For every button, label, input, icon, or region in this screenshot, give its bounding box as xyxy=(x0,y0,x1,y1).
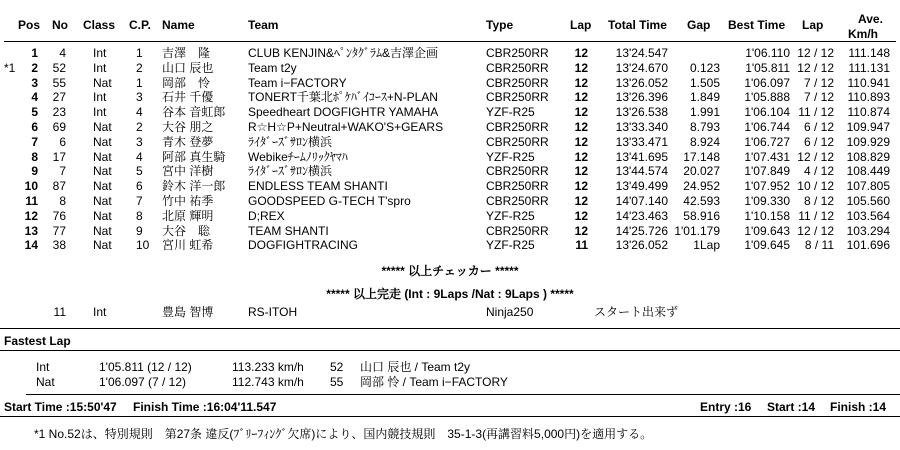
cp-cell: 3 xyxy=(136,134,143,149)
dns-row xyxy=(0,305,900,320)
fastest-no: 52 xyxy=(330,360,344,374)
ave-speed-cell: 101.696 xyxy=(846,238,890,253)
pos-cell: 12 xyxy=(24,208,38,223)
no-cell: 17 xyxy=(52,149,66,164)
finish-count: Finish :14 xyxy=(830,400,887,414)
ave-speed-cell: 103.294 xyxy=(846,223,890,238)
total-time-cell: 13'26.538 xyxy=(615,105,668,120)
fastest-time: 1'06.097 (7 / 12) xyxy=(99,375,187,389)
gap-cell: 0.123 xyxy=(689,60,720,75)
footer-divider xyxy=(0,416,900,417)
fastest-no: 55 xyxy=(330,375,344,389)
header-total-time: Total Time xyxy=(608,18,667,32)
ave-speed-cell: 105.560 xyxy=(846,194,890,208)
gap-cell: 1Lap xyxy=(693,238,720,253)
pos-cell: 11 xyxy=(25,194,38,208)
total-time-cell: 14'23.463 xyxy=(615,208,668,223)
best-time-cell: 1'09.643 xyxy=(744,223,790,238)
best-time-cell: 1'06.097 xyxy=(744,75,790,90)
ave-speed-cell: 108.449 xyxy=(846,164,890,179)
type-cell: CBR250RR xyxy=(486,46,549,60)
best-time-cell: 1'06.727 xyxy=(744,134,790,149)
type-cell: CBR250RR xyxy=(486,60,549,75)
lap-cell: 12 xyxy=(574,60,588,75)
type-cell: CBR250RR xyxy=(486,75,549,90)
table-row xyxy=(0,224,900,239)
best-lap-cell: 7 / 12 xyxy=(803,90,834,105)
fastest-speed: 113.233 km/h xyxy=(232,360,304,374)
ave-speed-cell: 109.929 xyxy=(846,134,890,149)
rider-name-cell: 北原 輝明 xyxy=(162,208,214,223)
pos-cell: 6 xyxy=(31,120,38,134)
header-ave: Ave. xyxy=(858,12,883,26)
type-cell: YZF-R25 xyxy=(486,105,535,120)
team-cell: ﾗｲﾀﾞｰｽﾞｻﾛﾝ横浜 xyxy=(248,164,333,179)
class-cell: Nat xyxy=(93,134,112,149)
pos-cell: 13 xyxy=(24,223,38,238)
checker-line: ***** 以上チェッカー ***** xyxy=(381,264,519,278)
rider-name-cell: 岡部 怜 xyxy=(162,75,211,90)
best-time-cell: 1'07.849 xyxy=(744,164,790,179)
no-cell: 7 xyxy=(59,164,66,179)
best-lap-cell: 12 / 12 xyxy=(797,149,834,164)
start-count: Start :14 xyxy=(767,400,816,414)
pos-cell: 9 xyxy=(31,164,38,179)
fastest-row-nat xyxy=(0,375,900,390)
class-cell: Nat xyxy=(93,120,112,134)
total-time-cell: 13'33.471 xyxy=(615,134,668,149)
team-cell: TEAM SHANTI xyxy=(248,223,329,238)
best-lap-cell: 6 / 12 xyxy=(803,120,834,134)
lap-cell: 12 xyxy=(574,179,588,194)
lap-cell: 12 xyxy=(574,90,588,105)
pos-cell: 1 xyxy=(31,46,38,60)
class-cell: Nat xyxy=(93,223,112,238)
cp-cell: 7 xyxy=(136,194,143,208)
type-cell: YZF-R25 xyxy=(486,238,535,253)
no-cell: 77 xyxy=(52,223,66,238)
team-cell: CLUB KENJIN&ﾍﾟﾝﾀｸﾞﾗﾑ&吉澤企画 xyxy=(248,46,439,60)
class-cell: Nat xyxy=(93,75,112,90)
gap-cell: 1'01.179 xyxy=(674,223,720,238)
total-time-cell: 13'26.396 xyxy=(615,90,668,105)
dns-team: RS-ITOH xyxy=(248,305,298,319)
best-lap-cell: 11 / 12 xyxy=(798,208,834,223)
ave-speed-cell: 103.564 xyxy=(846,208,890,223)
class-cell: Nat xyxy=(93,238,112,253)
type-cell: YZF-R25 xyxy=(486,149,535,164)
best-lap-cell: 12 / 12 xyxy=(797,46,834,60)
fastest-bottom-divider xyxy=(26,394,900,395)
table-row xyxy=(0,90,900,105)
team-cell: Team i−FACTORY xyxy=(248,75,347,90)
rider-name-cell: 山口 辰也 xyxy=(162,60,214,75)
total-time-cell: 13'24.547 xyxy=(615,46,668,60)
header-lap: Lap xyxy=(570,18,592,32)
start-time: Start Time :15:50'47 xyxy=(4,400,117,414)
no-cell: 52 xyxy=(52,60,66,75)
total-time-cell: 13'41.695 xyxy=(615,149,668,164)
total-time-cell: 14'25.726 xyxy=(615,223,668,238)
cp-cell: 5 xyxy=(136,164,143,179)
total-time-cell: 13'26.052 xyxy=(615,238,668,253)
best-time-cell: 1'05.811 xyxy=(745,60,790,75)
team-cell: DOGFIGHTRACING xyxy=(248,238,358,253)
total-time-cell: 13'33.340 xyxy=(615,120,668,134)
team-cell: R☆H☆P+Neutral+WAKO'S+GEARS xyxy=(248,120,444,134)
class-cell: Nat xyxy=(93,208,112,223)
best-time-cell: 1'09.645 xyxy=(744,238,790,253)
header-cp: C.P. xyxy=(129,18,151,32)
best-lap-cell: 11 / 12 xyxy=(798,105,834,120)
total-time-cell: 13'44.574 xyxy=(615,164,668,179)
pos-cell: 7 xyxy=(31,134,38,149)
dns-class: Int xyxy=(93,305,107,319)
lap-cell: 12 xyxy=(574,46,588,60)
fastest-lap-title: Fastest Lap xyxy=(4,334,71,348)
header-divider xyxy=(4,41,896,42)
header-best-lap: Lap xyxy=(802,18,824,32)
no-cell: 8 xyxy=(59,194,66,208)
class-cell: Int xyxy=(93,46,107,60)
rider-name-cell: 阿部 真生騎 xyxy=(162,149,226,164)
cp-cell: 6 xyxy=(136,179,143,194)
dns-type: Ninja250 xyxy=(486,305,534,319)
gap-cell: 1.849 xyxy=(689,90,720,105)
header-class: Class xyxy=(83,18,116,32)
team-cell: Webikeﾁｰﾑﾉﾘｯｸﾔﾏﾊ xyxy=(248,149,348,164)
type-cell: CBR250RR xyxy=(486,179,549,194)
best-time-cell: 1'05.888 xyxy=(744,90,790,105)
header-no: No xyxy=(52,18,68,32)
lap-cell: 11 xyxy=(575,238,588,253)
best-lap-cell: 4 / 12 xyxy=(803,164,834,179)
rider-name-cell: 宮川 虹希 xyxy=(162,238,214,253)
gap-cell: 24.952 xyxy=(683,179,720,194)
no-cell: 27 xyxy=(52,90,66,105)
ave-speed-cell: 111.148 xyxy=(848,46,890,60)
type-cell: CBR250RR xyxy=(486,90,549,105)
no-cell: 55 xyxy=(52,75,66,90)
penalty-mark: *1 xyxy=(4,60,16,75)
gap-cell: 42.593 xyxy=(683,194,720,208)
best-lap-cell: 7 / 12 xyxy=(803,75,834,90)
no-cell: 76 xyxy=(52,208,66,223)
entry-count: Entry :16 xyxy=(700,400,752,414)
dns-no: 11 xyxy=(53,305,66,319)
best-lap-cell: 12 / 12 xyxy=(797,223,834,238)
pos-cell: 5 xyxy=(31,105,38,120)
team-cell: ENDLESS TEAM SHANTI xyxy=(248,179,388,194)
rider-name-cell: 谷本 音虹郎 xyxy=(162,105,226,120)
gap-cell: 1.991 xyxy=(689,105,720,120)
best-lap-cell: 8 / 12 xyxy=(803,194,834,208)
lap-cell: 12 xyxy=(574,164,588,179)
table-row xyxy=(0,61,900,76)
header-type: Type xyxy=(486,18,514,32)
table-row xyxy=(0,164,900,179)
gap-cell: 8.793 xyxy=(689,120,720,134)
team-cell: D;REX xyxy=(248,208,285,223)
no-cell: 87 xyxy=(52,179,66,194)
best-time-cell: 1'06.744 xyxy=(744,120,790,134)
gap-cell: 17.148 xyxy=(683,149,720,164)
type-cell: YZF-R25 xyxy=(486,208,535,223)
team-cell: GOODSPEED G-TECH T'spro xyxy=(248,194,411,208)
best-time-cell: 1'06.104 xyxy=(744,105,790,120)
ave-speed-cell: 111.131 xyxy=(848,60,890,75)
gap-cell: 1.505 xyxy=(689,75,720,90)
team-cell: ﾗｲﾀﾞｰｽﾞｻﾛﾝ横浜 xyxy=(248,134,333,149)
pos-cell: 2 xyxy=(31,60,38,75)
cp-cell: 8 xyxy=(136,208,143,223)
table-row xyxy=(0,150,900,165)
cp-cell: 3 xyxy=(136,90,143,105)
cp-cell: 1 xyxy=(136,75,143,90)
header-name: Name xyxy=(162,18,195,32)
team-cell: Team t2y xyxy=(248,60,297,75)
best-lap-cell: 10 / 12 xyxy=(797,179,834,194)
class-cell: Int xyxy=(93,105,107,120)
lap-cell: 12 xyxy=(574,149,588,164)
no-cell: 23 xyxy=(52,105,66,120)
ave-speed-cell: 107.805 xyxy=(846,179,890,194)
table-row xyxy=(0,46,900,61)
header-best-time: Best Time xyxy=(728,18,786,32)
best-time-cell: 1'09.330 xyxy=(744,194,790,208)
class-cell: Int xyxy=(93,60,107,75)
best-time-cell: 1'07.431 xyxy=(744,149,790,164)
type-cell: CBR250RR xyxy=(486,194,549,208)
ave-speed-cell: 110.874 xyxy=(847,105,890,120)
best-lap-cell: 6 / 12 xyxy=(803,134,834,149)
gap-cell: 58.916 xyxy=(683,208,720,223)
class-cell: Nat xyxy=(93,194,112,208)
rider-name-cell: 鈴木 洋一郎 xyxy=(162,179,226,194)
table-row xyxy=(0,238,900,253)
ave-speed-cell: 110.941 xyxy=(847,75,890,90)
best-lap-cell: 8 / 11 xyxy=(804,238,834,253)
rider-name-cell: 石井 千優 xyxy=(162,90,214,105)
table-row xyxy=(0,76,900,91)
header-team: Team xyxy=(248,18,279,32)
best-time-cell: 1'06.110 xyxy=(745,46,790,60)
ave-speed-cell: 108.829 xyxy=(846,149,890,164)
total-time-cell: 13'49.499 xyxy=(615,179,668,194)
fastest-top-divider xyxy=(0,328,900,329)
rider-name-cell: 大谷 聡 xyxy=(162,223,211,238)
lap-cell: 12 xyxy=(574,223,588,238)
class-cell: Nat xyxy=(93,149,112,164)
rider-name-cell: 宮中 洋樹 xyxy=(162,164,214,179)
fastest-row-int xyxy=(0,360,900,375)
lap-cell: 12 xyxy=(574,194,588,208)
lap-cell: 12 xyxy=(574,75,588,90)
total-time-cell: 14'07.140 xyxy=(615,194,668,208)
pos-cell: 4 xyxy=(31,90,38,105)
header-kmh: Km/h xyxy=(848,27,878,41)
ave-speed-cell: 110.893 xyxy=(847,90,890,105)
class-cell: Nat xyxy=(93,179,112,194)
pos-cell: 14 xyxy=(24,238,38,253)
lap-cell: 12 xyxy=(574,134,588,149)
team-cell: Speedheart DOGFIGHTR YAMAHA xyxy=(248,105,439,120)
fastest-rider: 山口 辰也 / Team t2y xyxy=(360,360,471,374)
gap-cell: 8.924 xyxy=(689,134,720,149)
cp-cell: 4 xyxy=(136,149,143,164)
header-pos: Pos xyxy=(18,18,41,32)
fastest-time: 1'05.811 (12 / 12) xyxy=(99,360,192,374)
best-time-cell: 1'10.158 xyxy=(744,208,790,223)
cp-cell: 1 xyxy=(136,46,143,60)
lap-cell: 12 xyxy=(574,105,588,120)
lap-cell: 12 xyxy=(574,208,588,223)
type-cell: CBR250RR xyxy=(486,134,549,149)
gap-cell: 20.027 xyxy=(683,164,720,179)
cp-cell: 9 xyxy=(136,223,143,238)
dns-status: スタート出来ず xyxy=(594,305,679,319)
cp-cell: 2 xyxy=(136,60,143,75)
table-row xyxy=(0,179,900,194)
pos-cell: 3 xyxy=(31,75,38,90)
fastest-speed: 112.743 km/h xyxy=(232,375,304,389)
total-time-cell: 13'26.052 xyxy=(615,75,668,90)
ave-speed-cell: 109.947 xyxy=(846,120,890,134)
table-row xyxy=(0,120,900,135)
fastest-title-divider xyxy=(0,350,900,351)
fastest-class: Int xyxy=(36,360,50,374)
table-row xyxy=(0,135,900,150)
rider-name-cell: 大谷 朋之 xyxy=(162,120,214,134)
cp-cell: 10 xyxy=(136,238,150,253)
fastest-rider: 岡部 怜 / Team i−FACTORY xyxy=(360,375,508,389)
lap-cell: 12 xyxy=(574,120,588,134)
rider-name-cell: 吉澤 隆 xyxy=(162,46,211,60)
header-gap: Gap xyxy=(687,18,711,32)
cp-cell: 4 xyxy=(136,105,143,120)
pos-cell: 10 xyxy=(24,179,38,194)
dns-rider-name: 豊島 智博 xyxy=(162,305,214,319)
type-cell: CBR250RR xyxy=(486,120,549,134)
no-cell: 6 xyxy=(59,134,66,149)
finish-line: ***** 以上完走 (Int : 9Laps /Nat : 9Laps ) ***** xyxy=(326,287,574,301)
fastest-class: Nat xyxy=(36,375,55,389)
type-cell: CBR250RR xyxy=(486,164,549,179)
class-cell: Int xyxy=(93,90,107,105)
best-time-cell: 1'07.952 xyxy=(744,179,790,194)
team-cell: TONERT千葉北ﾎﾟｹﾊﾞｲｺｰｽ+N-PLAN xyxy=(248,90,438,105)
cp-cell: 2 xyxy=(136,120,143,134)
table-row xyxy=(0,194,900,209)
type-cell: CBR250RR xyxy=(486,223,549,238)
total-time-cell: 13'24.670 xyxy=(615,60,668,75)
finish-time: Finish Time :16:04'11.547 xyxy=(133,400,277,414)
class-cell: Nat xyxy=(93,164,112,179)
pos-cell: 8 xyxy=(31,149,38,164)
rider-name-cell: 竹中 祐季 xyxy=(162,194,214,208)
no-cell: 38 xyxy=(52,238,66,253)
best-lap-cell: 12 / 12 xyxy=(797,60,834,75)
table-row xyxy=(0,105,900,120)
penalty-note: *1 No.52は、特別規則 第27条 違反(ﾌﾞﾘｰﾌｨﾝｸﾞ欠席)により、国内競技規則 35-1-3(再講習料5,000円)を適用する。 xyxy=(34,427,653,441)
no-cell: 4 xyxy=(59,46,66,60)
no-cell: 69 xyxy=(52,120,66,134)
rider-name-cell: 青木 登夢 xyxy=(162,134,214,149)
table-row xyxy=(0,209,900,224)
